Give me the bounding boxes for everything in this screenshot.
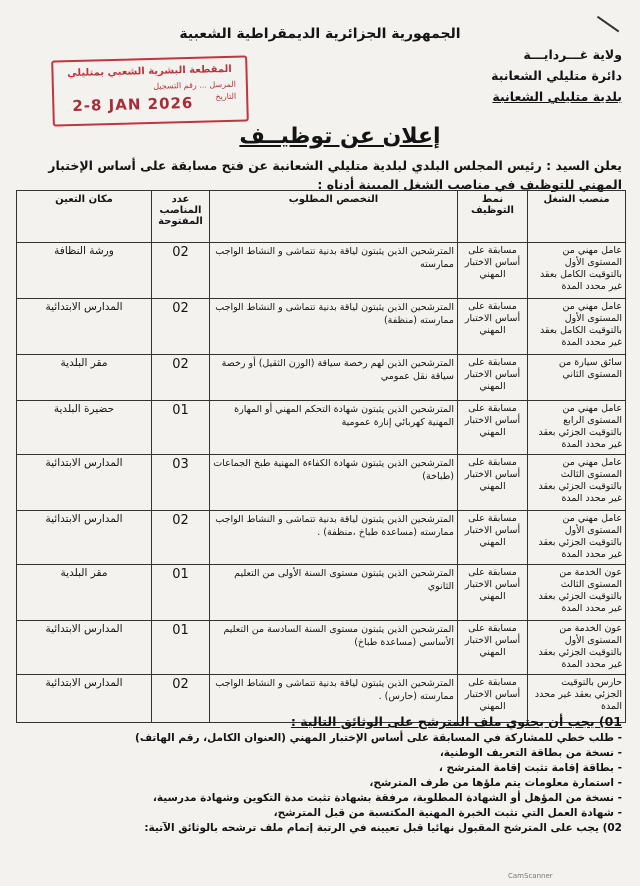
announcement-title: إعلان عن توظيــف [239,124,441,149]
table-row [17,355,626,401]
stamp-date: 2-8 JAN 2026 [72,93,194,116]
stamp-line-2: المرسل ... رقم التسجيل [153,79,236,91]
recruitment-mode-cell: مسابقة على أساس الاختبار المهني [458,455,528,511]
recruitment-mode-cell: مسابقة على أساس الاختبار المهني [458,675,528,723]
document-item: - شهادة العمل التي تثبت الخبرة المهنية المكتسبة من قبل المترشح، [273,807,622,819]
col-header-specialty: التخصص المطلوب [210,191,458,243]
positions-count-cell: 03 [152,455,210,511]
job-post-cell: عون الخدمة من المستوى الأول بالتوقيت الجزئي بعقد غير محدد المدة [528,621,626,675]
job-post-cell: عامل مهني من المستوى الثالث بالتوقيت الجزئي بعقد غير محدد المدة [528,455,626,511]
document-item: - نسخة من المؤهل أو الشهادة المطلوبة، مرفقة بشهادة تثبت مدة التكوين وشهادة مدرسية، [152,792,622,804]
specialty-cell: المترشحين الذين لهم رخصة سياقة (الوزن الثقيل) أو رخصة سياقة نقل عمومي [210,355,458,401]
job-post-cell: حارس بالتوقيت الجزئي بعقد غير محدد المدة [528,675,626,723]
recruitment-mode-cell: مسابقة على أساس الاختبار المهني [458,621,528,675]
recruitment-mode-cell: مسابقة على أساس الاختبار المهني [458,243,528,299]
col-header-post: منصب الشغل [528,191,626,243]
document-item: - طلب خطي للمشاركة في المسابقة على أساس الإختبار المهني (العنوان الكامل، رقم الهاتف) [135,732,622,744]
positions-count-cell: 01 [152,565,210,621]
reception-stamp [51,55,249,126]
wilaya-line: ولاية غـــردايـــة [523,47,622,62]
col-header-mode: نمط التوظيف [458,191,528,243]
recruitment-mode-cell: مسابقة على أساس الاختبار المهني [458,511,528,565]
document-item: - بطاقة إقامة تثبت إقامة المترشح ، [438,762,622,774]
documents-heading: 01) يجب أن يحتوي ملف المترشح على الوثائق التالية : [290,714,622,729]
table-row [17,565,626,621]
job-post-cell: عامل مهني من المستوى الرابع بالتوقيت الجزئي بعقد غير محدد المدة [528,401,626,455]
final-documents-note: 02) يجب على المترشح المقبول نهائيا قبل تعيينه في الرتبة إتمام ملف ترشحه بالوثائق الآتية: [144,822,622,834]
jobs-table-body [17,243,626,723]
specialty-cell: المترشحين الذين يثبتون لياقة بدنية تتماشى و النشاط الواجب ممارسته (منظفة) [210,299,458,355]
table-header-row [17,191,626,243]
positions-count-cell: 02 [152,511,210,565]
jobs-table [16,190,626,723]
col-header-place: مكان التعين [17,191,152,243]
table-row [17,401,626,455]
table-row [17,243,626,299]
positions-count-cell: 02 [152,299,210,355]
specialty-cell: المترشحين الذين يثبتون لياقة بدنية تتماشى و النشاط الواجب ممارسته (حارس) . [210,675,458,723]
scanner-watermark: CamScanner [508,872,553,880]
assignment-place-cell: حضيرة البلدية [17,401,152,455]
commune-line: بلدية متليلي الشعانبة [492,89,622,104]
stamp-line-3: التاريخ [215,91,237,102]
job-post-cell: عون الخدمة من المستوى الثالث بالتوقيت الجزئي بعقد غير محدد المدة [528,565,626,621]
daira-line: دائرة متليلي الشعانبة [491,68,622,83]
positions-count-cell: 01 [152,401,210,455]
assignment-place-cell: مقر البلدية [17,565,152,621]
documents-list [16,731,622,821]
job-post-cell: عامل مهني من المستوى الأول بالتوقيت الجزئي بعقد غير محدد المدة [528,511,626,565]
specialty-cell: المترشحين الذين يثبتون مستوى السنة السادسة من التعليم الأساسي (مساعدة طباخ) [210,621,458,675]
specialty-cell: المترشحين الذين يثبتون شهادة التحكم المهني أو المهارة المهنية كهربائي إنارة عمومية [210,401,458,455]
specialty-cell: المترشحين الذين يثبتون لياقة بدنية تتماشى و النشاط الواجب ممارسته [210,243,458,299]
table-row [17,511,626,565]
specialty-cell: المترشحين الذين يثبتون مستوى السنة الأولى من التعليم الثانوي [210,565,458,621]
specialty-cell: المترشحين الذين يثبتون شهادة الكفاءة المهنية طبخ الجماعات (طباخة) [210,455,458,511]
positions-count-cell: 01 [152,621,210,675]
admin-block [491,44,622,107]
stamp-line-1: المقطعة البشرية الشعبي بمتليلي [67,63,232,80]
positions-count-cell: 02 [152,355,210,401]
table-row [17,455,626,511]
positions-count-cell: 02 [152,675,210,723]
col-header-count: عدد المناصب المفتوحة [152,191,210,243]
republic-header: الجمهورية الجزائرية الديمقراطية الشعبية [179,26,461,42]
assignment-place-cell: المدارس الابتدائية [17,621,152,675]
specialty-cell: المترشحين الذين يثبتون لياقة بدنية تتماشى و النشاط الواجب ممارسته (مساعدة طباخ ،منظفة) . [210,511,458,565]
recruitment-mode-cell: مسابقة على أساس الاختبار المهني [458,401,528,455]
positions-count-cell: 02 [152,243,210,299]
job-post-cell: سائق سيارة من المستوى الثاني [528,355,626,401]
job-post-cell: عامل مهني من المستوى الأول بالتوقيت الكامل بعقد غير محدد المدة [528,243,626,299]
assignment-place-cell: المدارس الابتدائية [17,675,152,723]
documents-section [16,712,622,836]
assignment-place-cell: المدارس الابتدائية [17,511,152,565]
assignment-place-cell: ورشة النظافة [17,243,152,299]
recruitment-mode-cell: مسابقة على أساس الاختبار المهني [458,299,528,355]
pen-mark [597,8,625,33]
table-row [17,621,626,675]
recruitment-mode-cell: مسابقة على أساس الاختبار المهني [458,565,528,621]
document-item: - استمارة معلومات يتم ملؤها من طرف المترشح، [369,777,622,789]
table-row [17,299,626,355]
job-post-cell: عامل مهني من المستوى الأول بالتوقيت الكامل بعقد غير محدد المدة [528,299,626,355]
assignment-place-cell: مقر البلدية [17,355,152,401]
assignment-place-cell: المدارس الابتدائية [17,455,152,511]
assignment-place-cell: المدارس الابتدائية [17,299,152,355]
recruitment-mode-cell: مسابقة على أساس الاختبار المهني [458,355,528,401]
document-item: - نسخة من بطاقة التعريف الوطنية، [439,747,622,759]
announcement-intro: يعلن السيد : رئيس المجلس البلدي لبلدية متليلي الشعانبة عن فتح مسابقة على أساس الإختبار المهني للتوظيف في مناصب الشغل المبينة أدناه : [48,158,622,192]
